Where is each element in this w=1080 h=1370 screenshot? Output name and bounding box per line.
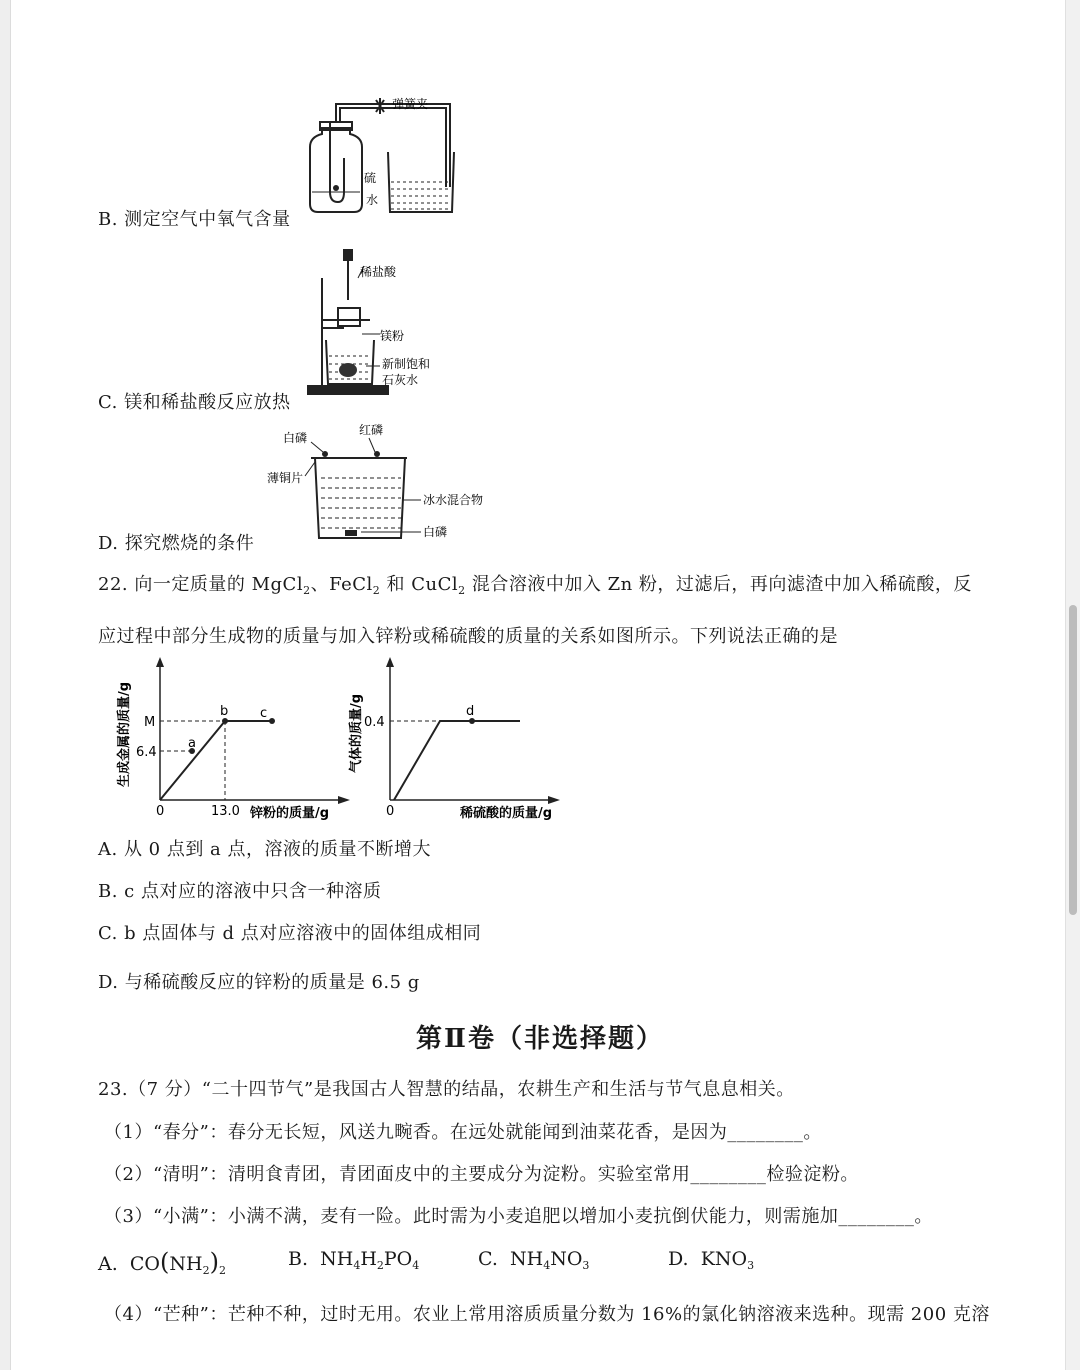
chart2-ylabel: 气体的质量/g [349, 693, 364, 773]
point-c [269, 718, 275, 724]
choice-a-formula: $CO(NH_2)_2$ [129, 1248, 226, 1277]
point-d-label: d [466, 704, 475, 719]
scrollbar-track[interactable] [1065, 0, 1080, 1370]
choice-c [478, 1248, 589, 1272]
choice-a-letter: A. [98, 1253, 118, 1275]
q22-stem-line1 [98, 570, 972, 597]
choice-a [98, 1248, 226, 1277]
q22-option-a: A. 从 0 点到 a 点，溶液的质量不断增大 [98, 839, 432, 860]
x-tick-13: 13.0 [211, 804, 240, 819]
ice-label: 冰水混合物 [423, 493, 484, 507]
q21-option-b: B. 测定空气中氧气含量 [98, 209, 291, 230]
sub-2b: 2 [372, 584, 381, 597]
lime-label-2: 石灰水 [382, 373, 419, 387]
chart-zinc [110, 655, 360, 829]
y-tick-64: 6.4 [136, 745, 157, 760]
sub-2c: 2 [458, 584, 466, 597]
chart1-series-line [160, 721, 272, 800]
y-tick-m: M [144, 715, 156, 730]
q23-part2: （2）“清明”：清明食青团，青团面皮中的主要成分为淀粉。实验室常用________检验淀粉。 [104, 1164, 859, 1185]
choice-d [668, 1248, 754, 1272]
origin-label-1: 0 [156, 804, 165, 819]
q23-part4: （4）“芒种”：芒种不种，过时无用。农业上常用溶质质量分数为 16%的氯化钠溶液来选种。现需 200 克溶 [104, 1304, 990, 1325]
left-margin [0, 0, 11, 1370]
q23-stem: 23.（7 分）“二十四节气”是我国古人智慧的结晶，农耕生产和生活与节气息息相关。 [98, 1079, 795, 1100]
red-p-label: 红磷 [359, 423, 384, 437]
chart2-series-line [394, 721, 520, 800]
chart1-ylabel: 生成金属的质量/g [117, 681, 132, 787]
q22-text-c: 和 CuCl [380, 574, 459, 595]
water-label: 水 [366, 193, 379, 207]
q22-option-c: C. b 点固体与 d 点对应溶液中的固体组成相同 [98, 923, 482, 944]
q23-part3: （3）“小满”：小满不满，麦有一险。此时需为小麦追肥以增加小麦抗倒伏能力，则需施加________。 [104, 1206, 933, 1227]
choice-b [288, 1248, 419, 1272]
choice-d-formula: $KNO_3$ [700, 1248, 755, 1272]
figure-b-apparatus [300, 92, 460, 221]
lime-label-1: 新制饱和 [382, 357, 431, 371]
figure-c-apparatus [300, 248, 450, 402]
y-tick-04: 0.4 [364, 715, 385, 730]
choice-c-formula: $NH_4NO_3$ [510, 1248, 590, 1272]
q23-part1: （1）“春分”：春分无长短，风送九畹香。在远处就能闻到油菜花香，是因为________。 [104, 1122, 822, 1143]
q22-option-b: B. c 点对应的溶液中只含一种溶质 [98, 881, 382, 902]
choice-d-letter: D. [668, 1248, 689, 1270]
q21-option-d: D. 探究燃烧的条件 [98, 533, 255, 554]
choice-b-formula: $NH_4H_2PO_4$ [320, 1248, 420, 1272]
q22-stem-line2: 应过程中部分生成物的质量与加入锌粉或稀硫酸的质量的关系如图所示。下列说法正确的是 [98, 626, 838, 647]
copper-label: 薄铜片 [267, 471, 304, 485]
acid-label: 硫 [364, 171, 377, 185]
q22-option-d: D. 与稀硫酸反应的锌粉的质量是 6.5 g [98, 972, 420, 993]
q22-text-d: 混合溶液中加入 Zn 粉，过滤后，再向滤渣中加入稀硫酸，反 [465, 574, 972, 595]
chart-acid [340, 655, 580, 829]
choice-c-letter: C. [478, 1248, 498, 1270]
figure-d-apparatus [265, 418, 484, 547]
mg-label: 镁粉 [380, 329, 405, 343]
q22-text-b: 、FeCl [310, 574, 373, 595]
scrollbar-thumb[interactable] [1069, 605, 1077, 915]
hcl-label: 稀盐酸 [360, 265, 397, 279]
choice-b-letter: B. [288, 1248, 309, 1270]
white-p-label: 白磷 [283, 431, 308, 445]
section-title: 第Ⅱ卷（非选择题） [416, 1024, 664, 1054]
point-b-label: b [220, 704, 229, 719]
chart2-xlabel: 稀硫酸的质量/g [460, 806, 553, 821]
q22-number: 22. [98, 574, 129, 595]
origin-label-2: 0 [386, 804, 395, 819]
point-a-label: a [188, 736, 196, 751]
clamp-label: 弹簧夹 [392, 97, 429, 111]
point-c-label: c [260, 706, 268, 721]
chart1-xlabel: 锌粉的质量/g [250, 806, 330, 821]
white-p-label-2: 白磷 [423, 525, 448, 539]
q21-option-c: C. 镁和稀盐酸反应放热 [98, 392, 291, 413]
sub-2a: 2 [303, 584, 311, 597]
q22-text-a: 向一定质量的 MgCl [134, 574, 304, 595]
